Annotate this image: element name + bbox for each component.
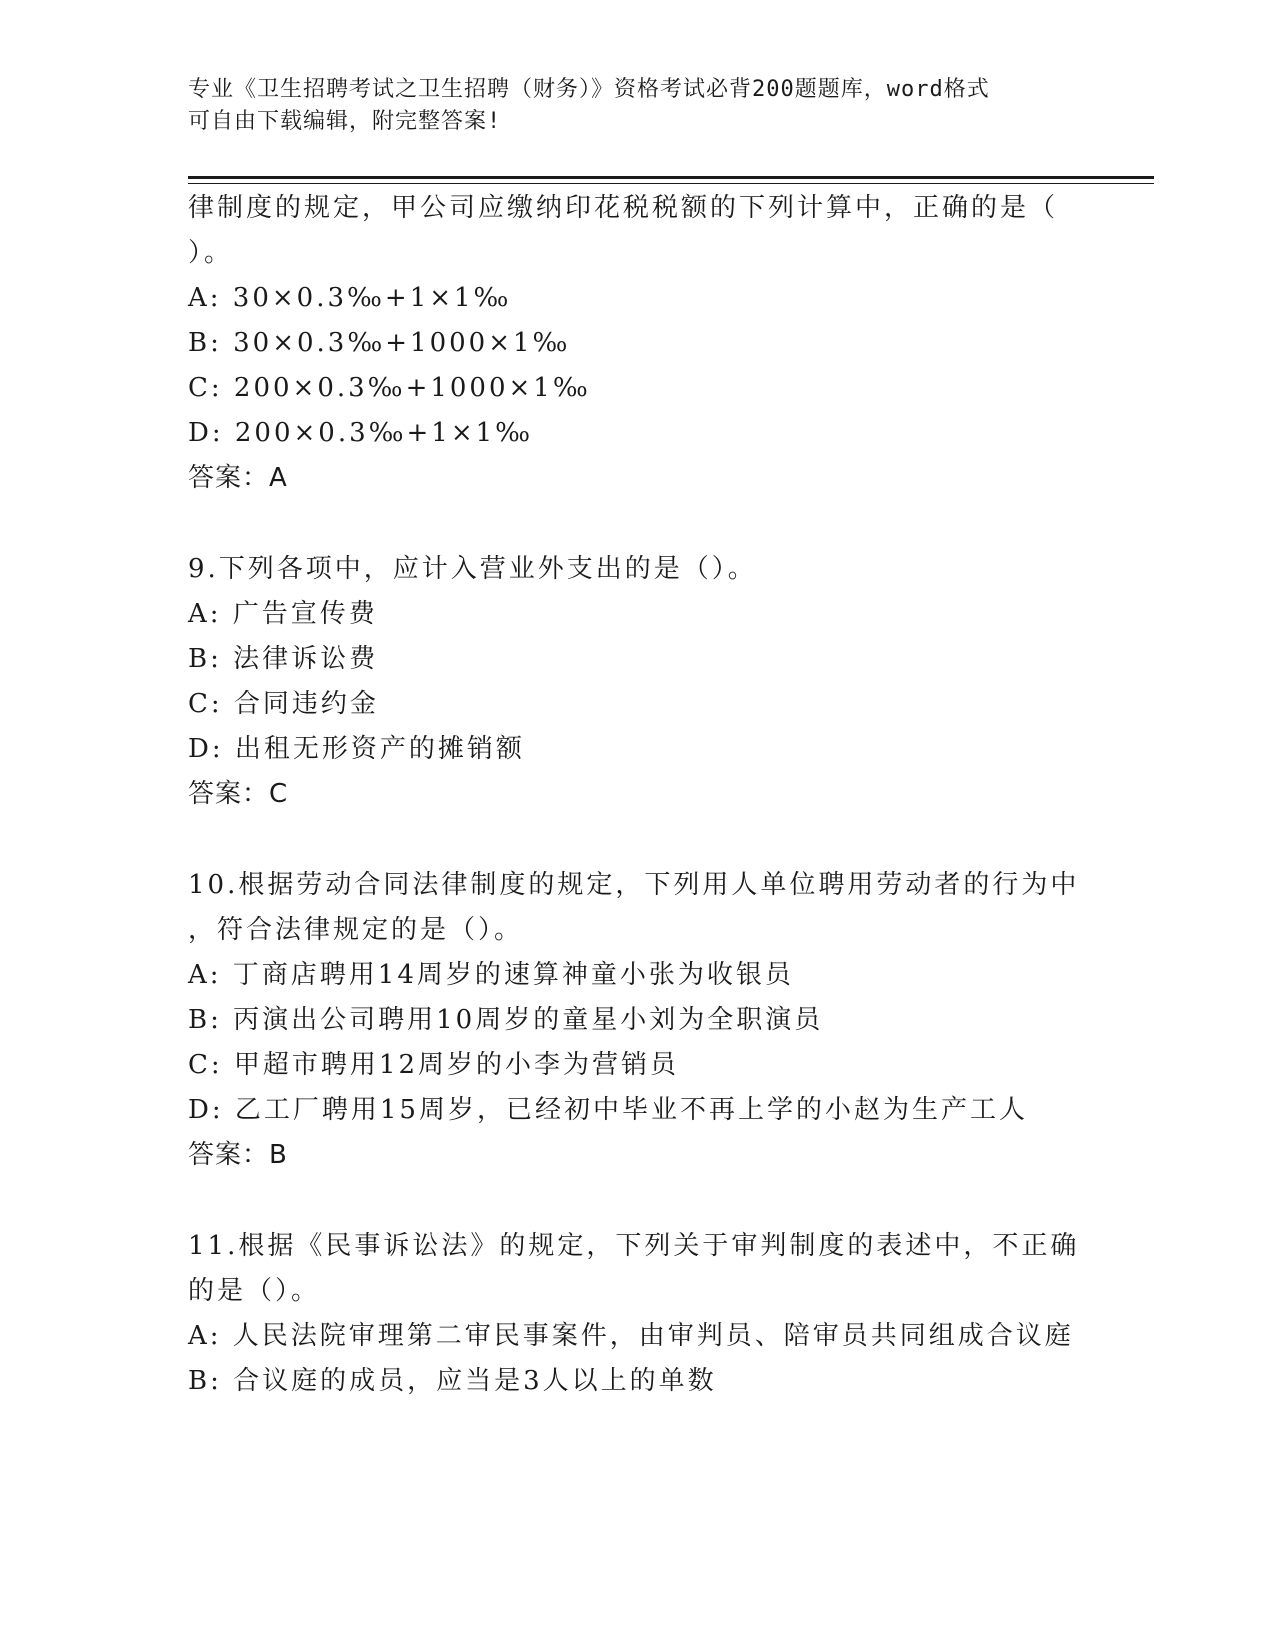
option-d: D: 出租无形资产的摊销额 xyxy=(188,734,525,764)
question-stem: 9.下列各项中，应计入营业外支出的是（）。 xyxy=(188,554,757,584)
option-a: A: 丁商店聘用14周岁的速算神童小张为收银员 xyxy=(188,960,794,990)
question-10 xyxy=(188,863,1088,1178)
question-spacer xyxy=(188,501,1088,547)
question-list xyxy=(188,186,1088,1404)
header-title-line-1: 专业《卫生招聘考试之卫生招聘（财务）》资格考试必背200题题库，word格式 xyxy=(188,77,990,102)
option-a: A: 广告宣传费 xyxy=(188,599,378,629)
question-stem: 律制度的规定，甲公司应缴纳印花税税额的下列计算中，正确的是（ xyxy=(188,193,1059,223)
question-11 xyxy=(188,1224,1088,1404)
answer-line: 答案：C xyxy=(188,779,289,809)
option-b: B: 丙演出公司聘用10周岁的童星小刘为全职演员 xyxy=(188,1005,824,1035)
option-a: A: 30×0.3‰+1×1‰ xyxy=(188,283,512,313)
question-stem-continued: 的是（）。 xyxy=(188,1276,321,1306)
header-divider-thin xyxy=(188,183,1154,184)
answer-line: 答案：B xyxy=(188,1140,288,1170)
option-b: B: 法律诉讼费 xyxy=(188,644,379,674)
option-c: C: 合同违约金 xyxy=(188,689,379,719)
option-a: A: 人民法院审理第二审民事案件，由审判员、陪审员共同组成合议庭 xyxy=(188,1321,1074,1351)
question-stem-continued: ）。 xyxy=(188,238,234,268)
question-stem: 10.根据劳动合同法律制度的规定，下列用人单位聘用劳动者的行为中 xyxy=(188,870,1080,900)
answer-line: 答案：A xyxy=(188,463,288,493)
option-b: B: 合议庭的成员，应当是3人以上的单数 xyxy=(188,1366,717,1396)
question-spacer xyxy=(188,817,1088,863)
question-8 xyxy=(188,186,1088,501)
document-header xyxy=(188,74,1068,138)
header-title-line-2: 可自由下载编辑，附完整答案! xyxy=(188,109,502,134)
option-d: D: 200×0.3‰+1×1‰ xyxy=(188,418,534,448)
question-stem-continued: ，符合法律规定的是（）。 xyxy=(188,915,524,945)
option-c: C: 甲超市聘用12周岁的小李为营销员 xyxy=(188,1050,680,1080)
header-divider-thick xyxy=(188,176,1154,179)
question-spacer xyxy=(188,1178,1088,1224)
option-b: B: 30×0.3‰+1000×1‰ xyxy=(188,328,571,358)
question-9 xyxy=(188,547,1088,817)
option-d: D: 乙工厂聘用15周岁，已经初中毕业不再上学的小赵为生产工人 xyxy=(188,1095,1028,1125)
question-stem: 11.根据《民事诉讼法》的规定，下列关于审判制度的表述中，不正确 xyxy=(188,1231,1080,1261)
option-c: C: 200×0.3‰+1000×1‰ xyxy=(188,373,591,403)
